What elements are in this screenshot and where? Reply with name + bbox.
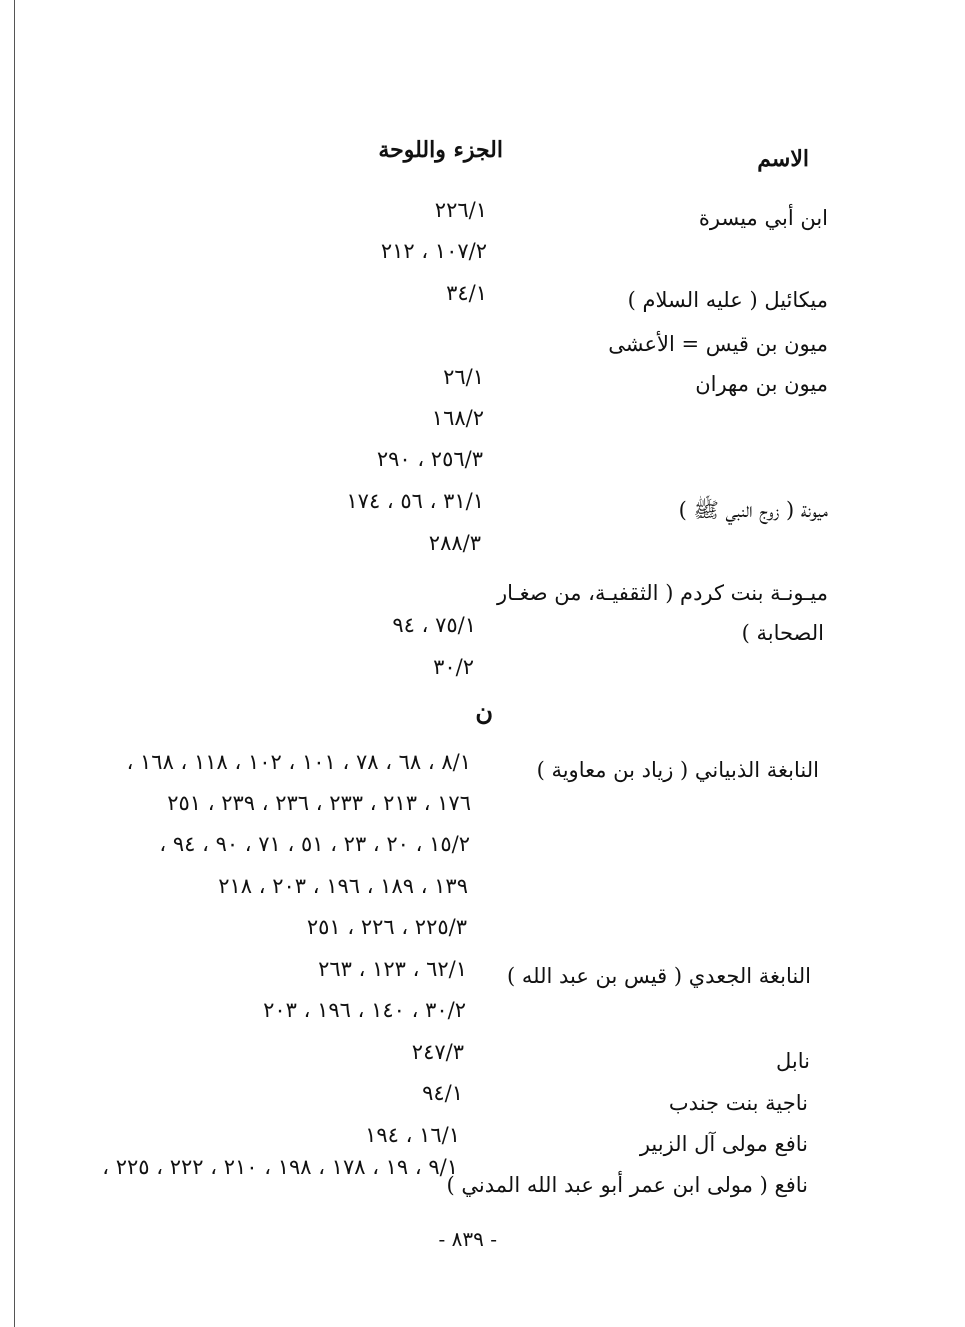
page-number: - ٨٣٩ - (438, 1227, 497, 1251)
entry-name: ناجية بنت جندب (668, 1091, 808, 1115)
entry-name: ميكائيل ( عليه السلام ) (627, 288, 828, 312)
column-header-reference: الجزء واللوحة (378, 137, 503, 163)
section-letter: ن (475, 697, 493, 726)
column-header-name: الاسم (757, 146, 809, 172)
entry-reference: ٢٨٨/٣ (428, 531, 481, 555)
entry-name: ميـونـة بنت كردم ( الثقفيـة، من صغـار (496, 581, 828, 605)
entry-reference: ١٧٦ ، ٢١٣ ، ٢٣٣ ، ٢٣٦ ، ٢٣٩ ، ٢٥١ (167, 791, 471, 815)
entry-name: ميون بن قيس = الأعشى (608, 332, 828, 356)
entry-name: ميونة ( زوج النبي ﷺ ) (678, 498, 828, 522)
entry-reference: ٣٠/٢ ، ١٤٠ ، ١٩٦ ، ٢٠٣ (263, 998, 466, 1022)
entry-name: النابغة الجعدي ( قيس بن عبد الله ) (506, 964, 811, 988)
entry-reference: ١٠٧/٢ ، ٢١٢ (380, 239, 487, 263)
entry-reference: ١٦/١ ، ١٩٤ (365, 1123, 460, 1147)
entry-name: نافع مولى آل الزبير (639, 1132, 808, 1156)
entry-reference: ٢٢٦/١ (434, 198, 487, 222)
entry-name-continuation: الصحابة ) (741, 621, 824, 645)
entry-reference: ٧٥/١ ، ٩٤ (392, 613, 476, 637)
entry-name: ابن أبي ميسرة (698, 206, 828, 230)
entry-reference: ٣٤/١ (446, 281, 487, 305)
page-border-line (14, 0, 15, 1327)
entry-reference: ٨/١ ، ٦٨ ، ٧٨ ، ١٠١ ، ١٠٢ ، ١١٨ ، ١٦٨ ، (126, 750, 471, 774)
entry-reference: ٩٤/١ (422, 1081, 463, 1105)
entry-reference: ٢٢٥/٣ ، ٢٢٦ ، ٢٥١ (306, 915, 467, 939)
entry-name: نابل (776, 1049, 810, 1073)
entry-reference: ٢٥٦/٣ ، ٢٩٠ (376, 447, 483, 471)
entry-name: نافع ( مولى ابن عمر أبو عبد الله المدني ) (446, 1173, 808, 1197)
entry-reference: ٢٦/١ (443, 365, 484, 389)
entry-reference: ١٣٩ ، ١٨٩ ، ١٩٦ ، ٢٠٣ ، ٢١٨ (218, 874, 468, 898)
entry-reference: ١٦٨/٢ (431, 406, 484, 430)
entry-reference: ٣١/١ ، ٥٦ ، ١٧٤ (346, 489, 484, 513)
entry-name: ميون بن مهران (695, 372, 828, 396)
entry-reference: ١٥/٢ ، ٢٠ ، ٢٣ ، ٥١ ، ٧١ ، ٩٠ ، ٩٤ ، (159, 832, 470, 856)
entry-reference: ٢٤٧/٣ (411, 1040, 464, 1064)
entry-name: النابغة الذبياني ( زياد بن معاوية ) (536, 758, 819, 782)
entry-reference: ٩/١ ، ١٩ ، ١٧٨ ، ١٩٨ ، ٢١٠ ، ٢٢٢ ، ٢٢٥ ، (102, 1155, 458, 1179)
entry-reference: ٣٠/٢ (433, 655, 474, 679)
entry-reference: ٦٢/١ ، ١٢٣ ، ٢٦٣ (318, 957, 467, 981)
